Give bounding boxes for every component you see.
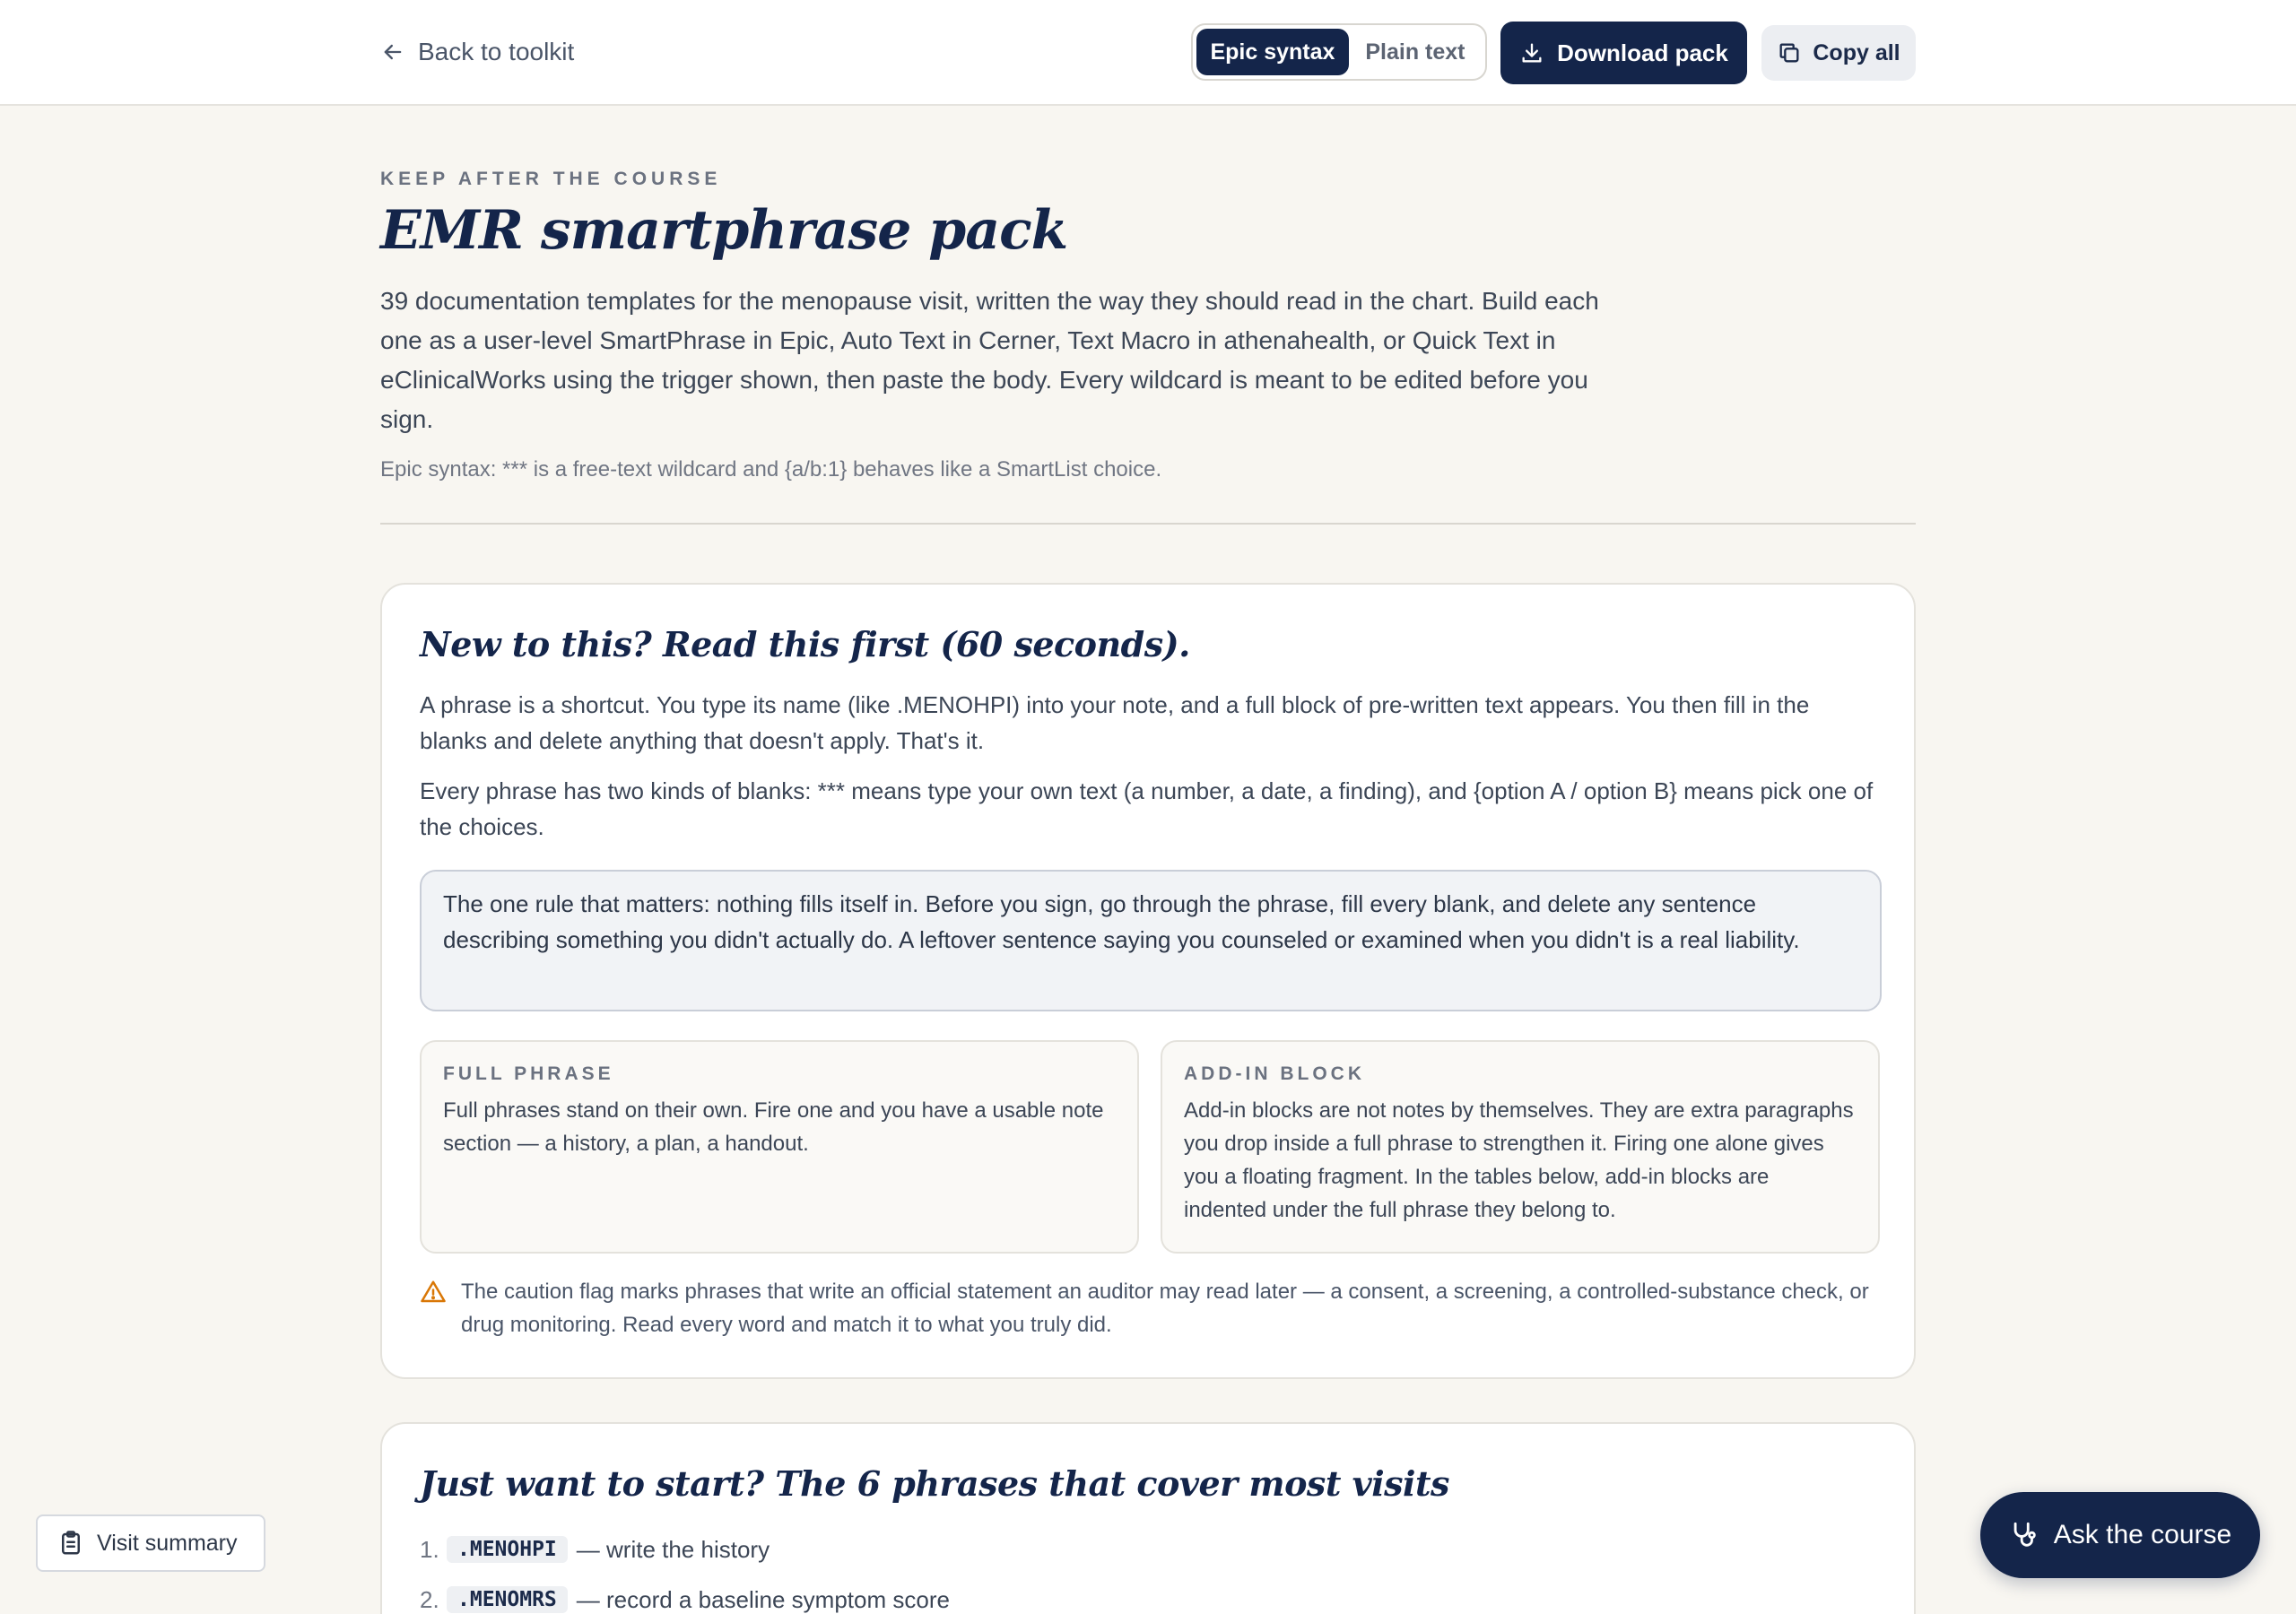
primer-paragraph-2: Every phrase has two kinds of blanks: *** means type your own text (a number, a date, a finding), and {option A / option B} means pick one of the choices. [420, 777, 1874, 840]
list-item [420, 1575, 1855, 1614]
add-in-block-label: ADD-IN BLOCK [1184, 1063, 1365, 1084]
download-pack-button[interactable] [1500, 22, 1747, 84]
copy-icon [1777, 40, 1802, 65]
ask-label: Ask the course [2053, 1520, 2232, 1549]
visit-summary-label: Visit summary [97, 1530, 238, 1556]
quickstart-list [420, 1524, 1855, 1614]
list-item [420, 1524, 1855, 1575]
back-link-label: Back to toolkit [418, 38, 575, 65]
epic-syntax-tab[interactable]: Epic syntax [1196, 29, 1349, 75]
clipboard-icon [57, 1530, 84, 1557]
warning-icon [420, 1279, 447, 1306]
phrase-description: — record a baseline symptom score [576, 1585, 950, 1613]
list-number: 1. [420, 1535, 439, 1563]
phrase-description: — write the history [576, 1535, 770, 1563]
phrase-code[interactable]: .MENOMRS [447, 1586, 568, 1613]
plain-text-tab[interactable]: Plain text [1365, 39, 1465, 65]
primer-paragraph-1: A phrase is a shortcut. You type its name (like .MENOHPI) into your note, and a full block of pre-written text appears. You then fill in the blanks and delete anything that doesn't apply. That's it. [420, 691, 1810, 754]
divider [380, 523, 1916, 525]
page-title: EMR smartphrase pack [380, 199, 1068, 262]
copy-label: Copy all [1813, 39, 1900, 65]
caution-note [420, 1275, 1891, 1341]
ask-the-course-button[interactable] [1980, 1492, 2260, 1578]
key-rule-callout: The one rule that matters: nothing fills itself in. Before you sign, go through the phrase, fill every blank, and delete any sentence describing something you didn't actually do. A leftover sentence saying you counseled or examined when you didn't is a real liability. [420, 870, 1882, 1011]
download-icon [1519, 40, 1544, 65]
primer-card [380, 583, 1916, 1379]
quickstart-title: Just want to start? The 6 phrases that cover most visits [420, 1463, 1449, 1504]
lead-paragraph: 39 documentation templates for the menopause visit, written the way they should read in the chart. Build each one as a user-level SmartPhrase in Epic, Auto Text in Cerner, Text Macro in athenahealth, or Quick Text in eClinicalWorks using the trigger shown, then paste the body. Every wildcard is meant to be edited before you sign. [380, 287, 1599, 433]
syntax-note: Epic syntax: *** is a free-text wildcard and {a/b:1} behaves like a SmartList choice. [380, 457, 1162, 482]
visit-summary-button[interactable] [36, 1514, 265, 1572]
eyebrow: KEEP AFTER THE COURSE [380, 169, 722, 189]
stethoscope-icon [2009, 1520, 2039, 1550]
syntax-toggle [1191, 23, 1487, 81]
full-phrase-text: Full phrases stand on their own. Fire one and you have a usable note section — a history, a plan, a handout. [443, 1098, 1104, 1156]
primer-title: New to this? Read this first (60 seconds). [420, 624, 1190, 664]
add-in-block-box [1161, 1040, 1880, 1254]
arrow-left-icon [380, 39, 405, 65]
full-phrase-label: FULL PHRASE [443, 1063, 614, 1084]
back-to-toolkit-link[interactable] [380, 34, 574, 70]
caution-text: The caution flag marks phrases that write an official statement an auditor may read later — a consent, a screening, a controlled-substance check, or drug monitoring. Read every word and match it to what you truly did. [461, 1280, 1869, 1337]
phrase-code[interactable]: .MENOHPI [447, 1536, 568, 1563]
download-label: Download pack [1557, 39, 1728, 66]
list-number: 2. [420, 1585, 439, 1613]
add-in-block-text: Add-in blocks are not notes by themselves. They are extra paragraphs you drop inside a full phrase to strengthen it. Firing one alone gives you a floating fragment. In the tables below, add-in blocks are indented under the full phrase they belong to. [1184, 1098, 1854, 1222]
top-bar [0, 0, 2296, 106]
full-phrase-box [420, 1040, 1139, 1254]
copy-all-button[interactable] [1761, 25, 1916, 81]
quickstart-card [380, 1422, 1916, 1614]
